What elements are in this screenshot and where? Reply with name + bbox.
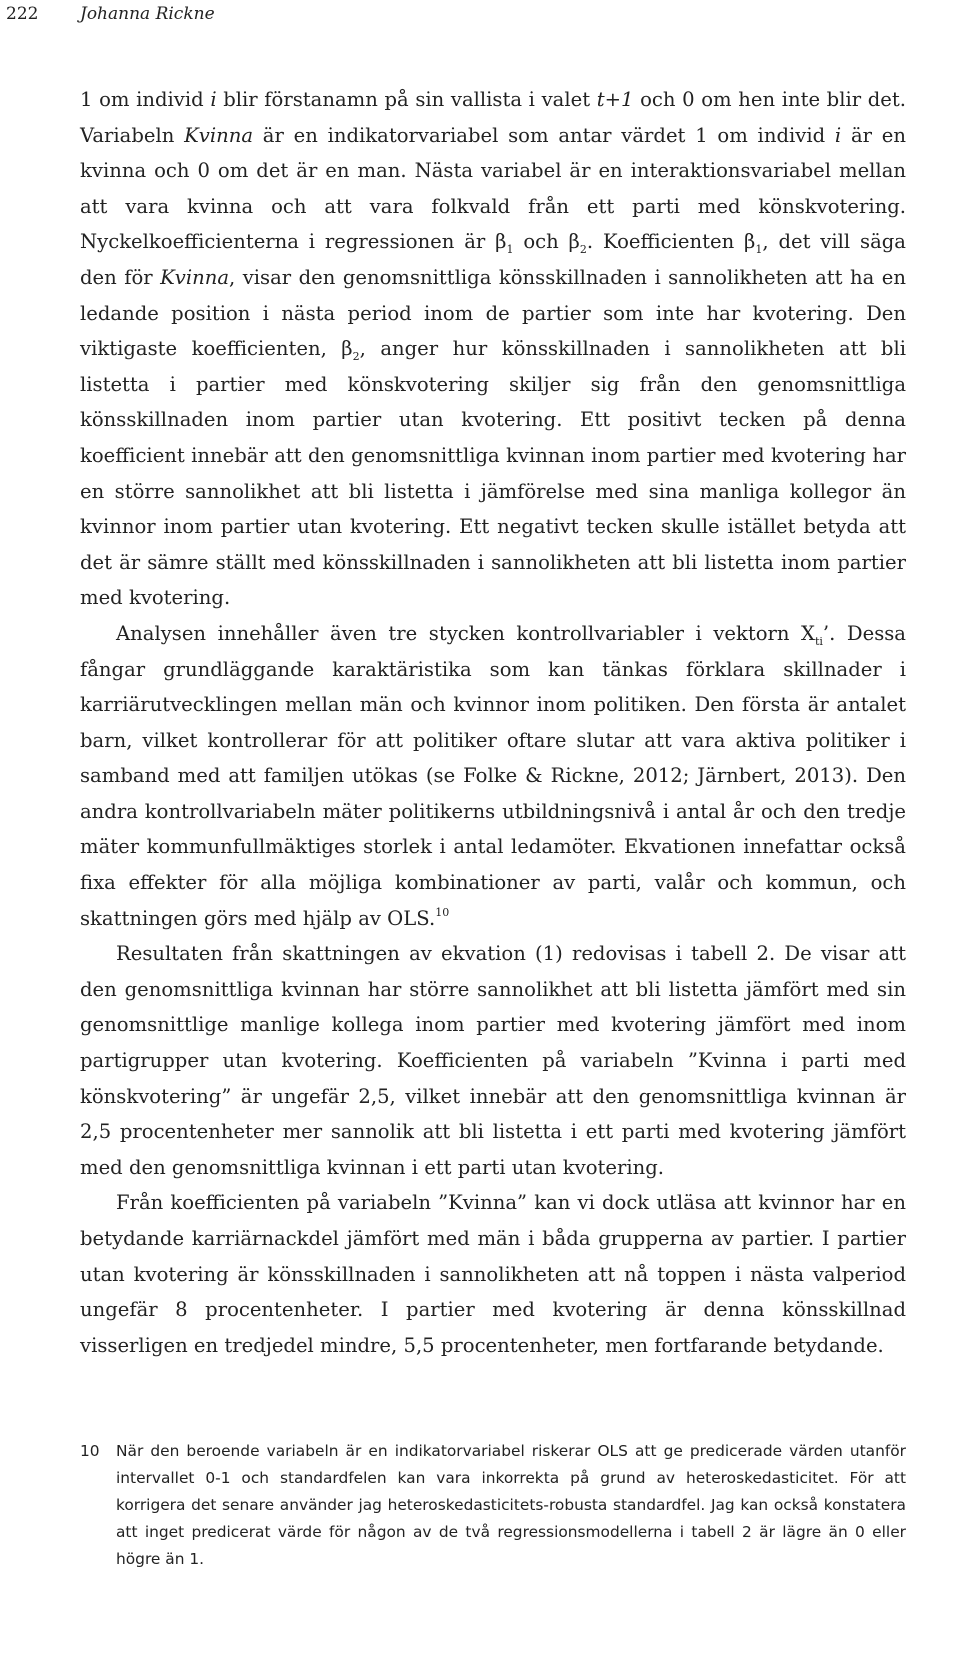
footnote — [80, 1438, 906, 1573]
footnote-ref[interactable]: 10 — [435, 905, 450, 919]
paragraph-1: 1 om individ i blir förstanamn på sin vallista i valet t+1 och 0 om hen inte blir det. Variabeln Kvinna är en indikatorvariabel som antar värdet 1 om individ i är en kvinna och 0 om det är en man. Nästa variabel är en interaktionsvariabel mellan att vara kvinna och att vara folkvald från ett parti med könskvotering. Nyckelkoefficienterna i regressionen är $\beta_1$ och $\beta_2$. Koefficienten $\beta_1$, det vill säga den för Kvinna, visar den genomsnittliga könsskillnaden i sannolikheten att ha en ledande position i nästa period inom de partier som inte har kvotering. Den viktigaste koefficienten, $\beta_2$, anger hur könsskillnaden i sannolikheten att bli listetta i partier med könskvotering skiljer sig från den genomsnittliga könsskillnaden inom partier utan kvotering. Ett positivt tecken på denna koefficient innebär att den genomsnittliga kvinnan inom partier med kvotering har en större sannolikhet att bli listetta i jämförelse med sina manliga kollegor än kvinnor inom partier utan kvotering. Ett negativt tecken skulle istället betyda att det är sämre ställt med könsskillnaden i sannolikheten att bli listetta inom partier med kvotering. — [80, 88, 907, 610]
footnote-text: När den beroende variabeln är en indikatorvariabel riskerar OLS att ge predicerade värden utanför intervallet 0-1 och standardfelen kan vara inkorrekta på grund av heteroskedasticitet. För att korrigera det senare använder jag heteroskedasticitets-robusta standardfel. Jag kan också konstatera att inget predicerat värde för någon av de två regressionsmodellerna i tabell 2 är lägre än 0 eller högre än 1. — [116, 1442, 906, 1568]
page-number: 222 — [6, 4, 39, 24]
paragraph-4: Från koefficienten på variabeln ”Kvinna” kan vi dock utläsa att kvinnor har en betydande karriärnackdel jämfört med män i båda grupperna av partier. I partier utan kvotering är könsskillnaden i sannolikheten att nå toppen i nästa valperiod ungefär 8 procentenheter. I partier med kvotering är denna könsskillnad visserligen en tredjedel mindre, 5,5 procentenheter, men fortfarande betydande. — [80, 1191, 906, 1357]
footnotes — [80, 1438, 906, 1573]
paragraph-3: Resultaten från skattningen av ekvation (1) redovisas i tabell 2. De visar att den genomsnittliga kvinnan har större sannolikhet att bli listetta jämfört med sin genomsnittlige manlige kollega inom partier med kvotering jämfört med inom partigrupper utan kvotering. Koefficienten på variabeln ”Kvinna i parti med könskvotering” är ungefär 2,5, vilket innebär att den genomsnittliga kvinnan är 2,5 procentenheter mer sannolik att bli listetta i ett parti med kvotering jämfört med den genomsnittliga kvinnan i ett parti utan kvotering. — [80, 942, 906, 1179]
footnote-number: 10 — [80, 1442, 100, 1460]
body-text — [80, 82, 906, 1363]
paragraph-2: Analysen innehåller även tre stycken kontrollvariabler i vektorn $X_{ti}$’. Dessa fångar grundläggande karaktäristika som kan tänkas förklara skillnader i karriärutvecklingen mellan män och kvinnor inom politiken. Den första är antalet barn, vilket kontrollerar för att politiker oftare slutar att vara aktiva politiker i samband med att familjen utökas (se Folke & Rickne, 2012; Järnbert, 2013). Den andra kontrollvariabeln mäter politikerns utbildningsnivå i antal år och den tredje mäter kommunfullmäktiges storlek i antal ledamöter. Ekvationen innefattar också fixa effekter för alla möjliga kombinationer av parti, valår och kommun, och skattningen görs med hjälp av OLS.$^{10}$ — [80, 621, 906, 930]
running-head-author: Johanna Rickne — [80, 4, 215, 24]
page-header — [0, 0, 960, 30]
